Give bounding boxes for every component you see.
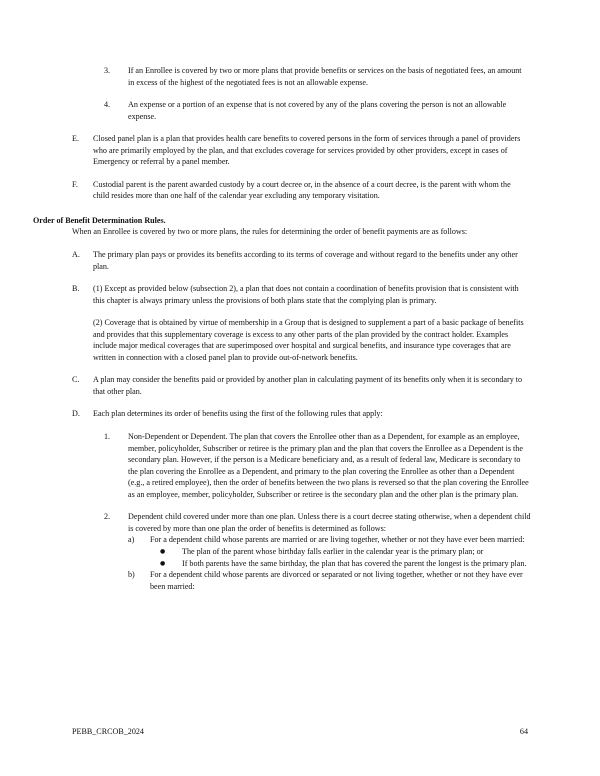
list-item bbox=[104, 431, 532, 500]
list-item-text: Custodial parent is the parent awarded custody by a court decree or, in the absence of a court decree, is the parent with whom the child resides more than one half of the calendar year excluding any temporary visitation. bbox=[93, 179, 511, 201]
list-marker: 3. bbox=[104, 66, 111, 75]
list-marker: b) bbox=[128, 570, 135, 580]
list-item-text: A plan may consider the benefits paid or provided by another plan in calculating payment of its benefits only when it is secondary to that other plan. bbox=[93, 375, 523, 396]
list-item-text: (1) Except as provided below (subsection 2), a plan that does not contain a coordination of benefits provision that is consistent with this chapter is always primary unless the provisions of both plans state that the complying plan is primary. bbox=[93, 284, 519, 305]
list-item-text: The primary plan pays or provides its benefits according to its terms of coverage and without regard to the benefits under any other plan. bbox=[93, 250, 518, 271]
bullet-icon: ● bbox=[160, 559, 166, 567]
list-item-text: If an Enrollee is covered by two or more plans that provide benefits or services on the basis of negotiated fees, an amount in excess of the highest of the negotiated fees is not an allowable expense. bbox=[128, 66, 522, 87]
list-item-text: Non-Dependent or Dependent. The plan that covers the Enrollee other than as a Dependent, for example as an employee, member, policyholder, Subscriber or retiree is the primary plan and the plan that covers the Enrollee as a Dependent is the secondary plan. However, if the person is a Medicare beneficiary and, as a result of federal law, Medicare is secondary to the plan covering the Enrollee as a Dependent, and primary to the plan covering the Enrollee as other than a Dependent (e.g., a retired employee), then the order of benefits between the two plans is reversed so that the plan covering the Enrollee as an employee, member, policyholder, Subscriber or retiree is the secondary plan and the other plan is the primary plan. bbox=[128, 432, 529, 499]
bullet-item bbox=[160, 558, 536, 570]
list-item bbox=[128, 569, 534, 592]
spacer bbox=[0, 500, 600, 511]
paragraph-continuation: (2) Coverage that is obtained by virtue of membership in a Group that is designed to supplement a part of a basic package of benefits and provides that this supplementary coverage is excess to any other parts of the plan provided by the contract holder. Examples include major medical coverages that are superimposed over hospital and surgical benefits, and insurance type coverages that are written in connection with a closed panel plan to provide out-of-network benefits. bbox=[93, 318, 524, 362]
list-marker: 2. bbox=[104, 512, 111, 522]
page-footer bbox=[72, 726, 528, 738]
list-marker: 4. bbox=[104, 100, 111, 110]
list-marker: F. bbox=[72, 179, 78, 189]
spacer bbox=[0, 363, 600, 374]
list-item-text: For a dependent child whose parents are married or are living together, whether or not they have ever been married: bbox=[150, 535, 525, 545]
list-marker: 1. bbox=[104, 432, 111, 442]
bullet-item-text: The plan of the parent whose birthday falls earlier in the calendar year is the primary plan; or bbox=[182, 546, 484, 556]
spacer bbox=[0, 168, 600, 179]
list-item bbox=[104, 511, 532, 534]
list-marker: D. bbox=[72, 409, 80, 419]
bullet-item bbox=[160, 546, 536, 558]
list-item-text: Dependent child covered under more than one plan. Unless there is a court decree stating otherwise, when a dependent child is covered by more than one plan the order of benefits is determined as follows: bbox=[128, 512, 531, 533]
list-item bbox=[72, 249, 528, 272]
list-item-text: Closed panel plan is a plan that provides health care benefits to covered persons in the form of services through a panel of providers who are primarily employed by the plan, and that excludes coverage for services provided by other providers, except in cases of Emergency or referral by a panel member. bbox=[93, 134, 521, 167]
list-item bbox=[104, 65, 528, 88]
bullet-item-text: If both parents have the same birthday, the plan that has covered the parent the longest is the primary plan. bbox=[182, 558, 527, 568]
list-marker: B. bbox=[72, 284, 80, 294]
list-item bbox=[72, 408, 528, 420]
list-marker: a) bbox=[128, 535, 135, 545]
list-item bbox=[104, 99, 528, 122]
footer-document-id: PEBB_CRCOB_2024 bbox=[72, 727, 144, 736]
list-item bbox=[128, 534, 534, 546]
section-intro-paragraph: When an Enrollee is covered by two or more plans, the rules for determining the order of benefit payments are as follows: bbox=[72, 227, 468, 237]
footer-page-number: 64 bbox=[519, 727, 528, 736]
spacer bbox=[0, 420, 600, 431]
list-item-text: An expense or a portion of an expense that is not covered by any of the plans covering the person is not an allowable expense. bbox=[128, 100, 507, 121]
spacer bbox=[0, 397, 600, 408]
spacer bbox=[0, 306, 600, 317]
section-heading: Order of Benefit Determination Rules. bbox=[33, 215, 166, 225]
list-item-text: For a dependent child whose parents are divorced or separated or not living together, whether or not they have ever been married: bbox=[150, 570, 523, 591]
list-item bbox=[72, 283, 528, 306]
spacer bbox=[0, 202, 600, 215]
spacer bbox=[0, 238, 600, 249]
list-item-text: Each plan determines its order of benefits using the first of the following rules that apply: bbox=[93, 409, 383, 419]
list-marker: C. bbox=[72, 375, 80, 385]
spacer bbox=[0, 272, 600, 283]
list-marker: E. bbox=[72, 134, 79, 144]
list-item bbox=[72, 374, 528, 397]
list-marker: A. bbox=[72, 250, 80, 260]
list-item bbox=[72, 133, 528, 168]
page-content bbox=[0, 65, 600, 592]
list-item bbox=[72, 179, 528, 202]
spacer bbox=[0, 122, 600, 133]
spacer bbox=[0, 88, 600, 99]
bullet-icon: ● bbox=[160, 547, 166, 555]
